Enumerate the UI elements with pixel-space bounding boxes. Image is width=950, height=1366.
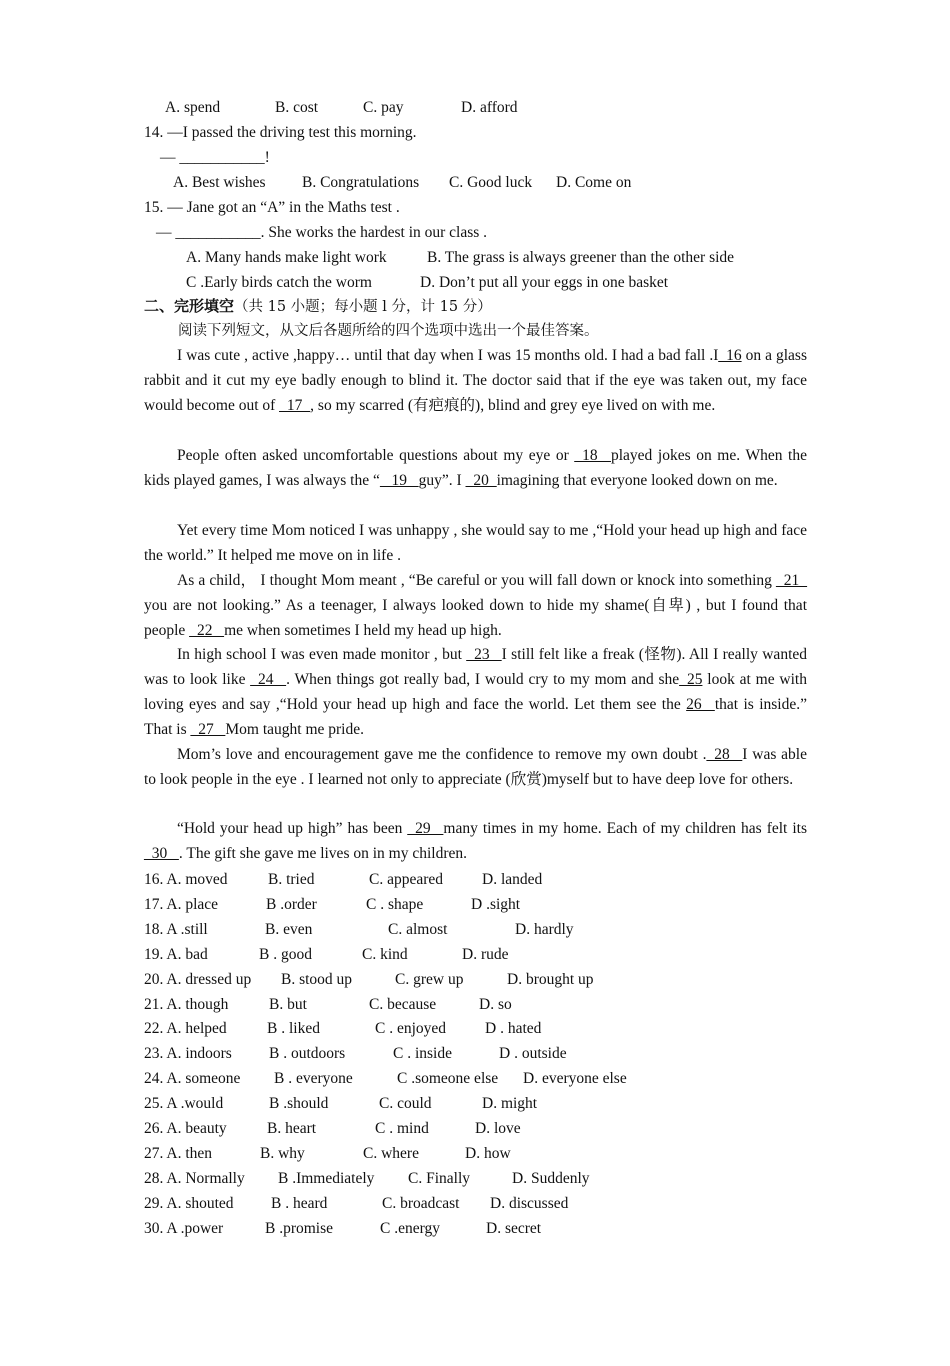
text: Mom’s love and encouragement gave me the confidence to remove my own doubt . [177,746,707,763]
option-a: 18. A .still [144,921,208,938]
option-c: C. pay [363,99,404,116]
section-title: 二、完形填空 [144,297,235,315]
blank-23: _23_ [466,646,502,663]
text: , so my scarred (有疤痕的), blind and grey eye lived on with me. [310,396,716,414]
option-a: A. spend [165,99,221,116]
blank-19: _19_ [379,471,419,489]
text: “Hold your head up high” has been [177,820,408,837]
option-c: C . enjoyed [375,1020,447,1037]
option-d: D. everyone else [523,1070,627,1087]
blank-17: _17_ [279,396,311,414]
option-d: D. Come on [556,174,632,191]
option-a: 19. A. bad [144,946,208,963]
q14-reply: — ___________! [160,149,270,166]
q15-stem: 15. — Jane got an “A” in the Maths test . [144,199,400,216]
option-d: D. discussed [490,1195,569,1212]
text: . When things got really bad, I would cry to my mom and she [286,670,680,688]
option-a: 16. A. moved [144,871,228,888]
option-d: D. how [465,1145,511,1162]
text: I was cute , active ,happy… until that day when I was 15 months old. I had a bad fall .I [177,347,719,364]
option-a: A. Best wishes [173,174,266,191]
option-c: C. kind [362,946,408,963]
text: many times in my home. Each of my children has felt its [443,820,807,837]
section-instruction: 阅读下列短文，从文后各题所给的四个选项中选出一个最佳答案。 [178,323,599,339]
option-c: C. could [379,1095,432,1112]
q15-reply: — ___________. She works the hardest in our class . [156,224,488,241]
choice-row-22 [144,1016,542,1041]
text: Mom taught me pride. [225,720,364,738]
passage-paragraph-2 [144,444,807,494]
option-a: 29. A. shouted [144,1195,234,1212]
blank-24: _24_ [250,670,287,688]
choice-row-19 [144,942,509,967]
q15-options-row2 [144,270,669,295]
option-d: D. landed [482,871,543,888]
blank-27: _27_ [190,720,226,738]
q14-stem: 14. —I passed the driving test this morning. [144,124,417,141]
option-c: C. grew up [395,971,464,988]
option-a: 27. A. then [144,1145,213,1162]
option-c: C .Early birds catch the worm [186,274,372,291]
choice-row-26 [144,1116,521,1141]
option-d: D. so [479,996,512,1013]
passage-paragraph-1 [144,344,807,419]
option-c: C. Good luck [449,174,533,191]
option-c: C. Finally [408,1170,471,1187]
choice-row-16 [144,867,543,892]
q15-options-row1 [144,245,735,270]
option-d: D . outside [499,1045,567,1062]
option-d: D. love [475,1120,521,1137]
choice-row-24 [144,1066,627,1091]
choice-row-27 [144,1141,511,1166]
blank-21: _21_ [776,572,807,589]
option-a: 28. A. Normally [144,1170,245,1187]
option-a: 21. A. though [144,996,229,1013]
text: In high school I was even made monitor , but [177,646,467,663]
text: you are not looking.” As a teenager, I always looked down to hide my shame(自卑) , but I found that people [144,596,807,639]
option-d: D. secret [486,1220,542,1237]
passage-paragraph-6 [144,743,807,793]
option-c: C. where [363,1145,419,1162]
option-b: B .order [266,896,317,913]
choice-row-17 [144,892,521,917]
option-b: B . everyone [274,1070,353,1087]
blank-25: _25 [679,670,703,688]
blank-16: _16 [718,347,742,364]
option-d: D. Suddenly [512,1170,590,1187]
option-c: C. almost [388,921,448,938]
option-d: D. hardly [515,921,574,938]
option-a: 26. A. beauty [144,1120,227,1137]
passage-paragraph-7 [144,817,807,867]
option-c: C. because [369,996,437,1013]
passage-paragraph-4 [144,569,807,644]
passage-paragraph-3: Yet every time Mom noticed I was unhappy , she would say to me ,“Hold your head up high and face the world.” It helped me move on in life . [144,522,807,564]
choice-row-18 [144,917,574,942]
blank-20: _20_ [465,471,497,489]
option-b: B . liked [267,1020,320,1037]
option-d: D. afford [461,99,518,116]
text: People often asked uncomfortable questions about my eye or [177,447,575,464]
option-b: B. cost [275,99,319,116]
text: that is inside.” That is [144,695,807,738]
option-a: A. Many hands make light work [186,249,387,266]
option-a: 22. A. helped [144,1020,227,1037]
blank-22: _22_ [189,621,225,639]
text: look at me with loving eyes and say ,“Hold your head up high and face the world. Let them see the [144,670,807,713]
choice-row-23 [144,1041,567,1066]
option-c: C . shape [366,896,424,913]
option-d: D .sight [471,896,521,913]
option-b: B. tried [268,871,315,888]
choice-row-28 [144,1166,590,1191]
q14-options [144,170,632,195]
option-c: C . inside [393,1045,452,1062]
text: I was able to look people in the eye . I learned not only to appreciate (欣赏)myself but to have deep love for others. [144,746,807,788]
option-b: B .promise [265,1220,334,1237]
option-c: C. broadcast [382,1195,460,1212]
q13-options [144,95,518,120]
text: played jokes on me. When the kids played games, I was always the “ [144,447,807,489]
choice-row-29 [144,1191,569,1216]
option-c: C .energy [380,1220,440,1237]
option-b: B. Congratulations [302,174,420,191]
section-heading [144,294,492,319]
text: As a child， I thought Mom meant , “Be careful or you will fall down or knock into something [177,572,776,589]
option-a: 20. A. dressed up [144,971,252,988]
option-b: B. but [269,996,307,1013]
choice-row-21 [144,992,512,1017]
text: imagining that everyone looked down on me. [496,471,778,489]
option-b: B. why [260,1145,305,1162]
text: on a glass rabbit and it cut my eye badly enough to blind it. The doctor said that if the eye was taken out, my face would become out of [144,347,807,414]
option-b: B. even [265,921,313,938]
option-d: D. might [482,1095,538,1112]
text: I still felt like a freak (怪物). All I really wanted was to look like [144,646,807,688]
option-b: B . outdoors [269,1045,346,1062]
option-d: D. Don’t put all your eggs in one basket [420,274,669,291]
option-b: B. stood up [281,971,353,988]
option-a: 24. A. someone [144,1070,241,1087]
option-b: B . heard [271,1195,328,1212]
text: . The gift she gave me lives on in my children. [178,844,467,862]
option-a: 17. A. place [144,896,219,913]
blank-28: _28_ [706,746,743,763]
option-c: C .someone else [397,1070,499,1087]
choice-row-20 [144,967,594,992]
option-b: B .should [269,1095,329,1112]
option-b: B. The grass is always greener than the other side [427,249,735,266]
option-b: B. heart [267,1120,317,1137]
blank-30: _30_ [144,844,179,862]
choice-row-25 [144,1091,538,1116]
text: guy”. I [418,471,466,489]
option-d: D . hated [485,1020,542,1037]
option-d: D. rude [462,946,509,963]
option-a: 25. A .would [144,1095,224,1112]
option-a: 30. A .power [144,1220,224,1237]
blank-26: 26_ [686,695,715,713]
option-b: B . good [259,946,312,963]
option-b: B .Immediately [278,1170,375,1187]
blank-29: _29_ [407,820,444,837]
option-c: C . mind [375,1120,429,1137]
blank-18: _18_ [574,447,611,464]
option-a: 23. A. indoors [144,1045,232,1062]
passage-paragraph-5 [144,643,807,743]
option-d: D. brought up [507,971,594,988]
section-subtitle: （共 15 小题；每小题 l 分，计 15 分） [234,299,492,315]
text: me when sometimes I held my head up high. [224,621,502,639]
choice-row-30 [144,1216,542,1241]
option-c: C. appeared [369,871,444,888]
